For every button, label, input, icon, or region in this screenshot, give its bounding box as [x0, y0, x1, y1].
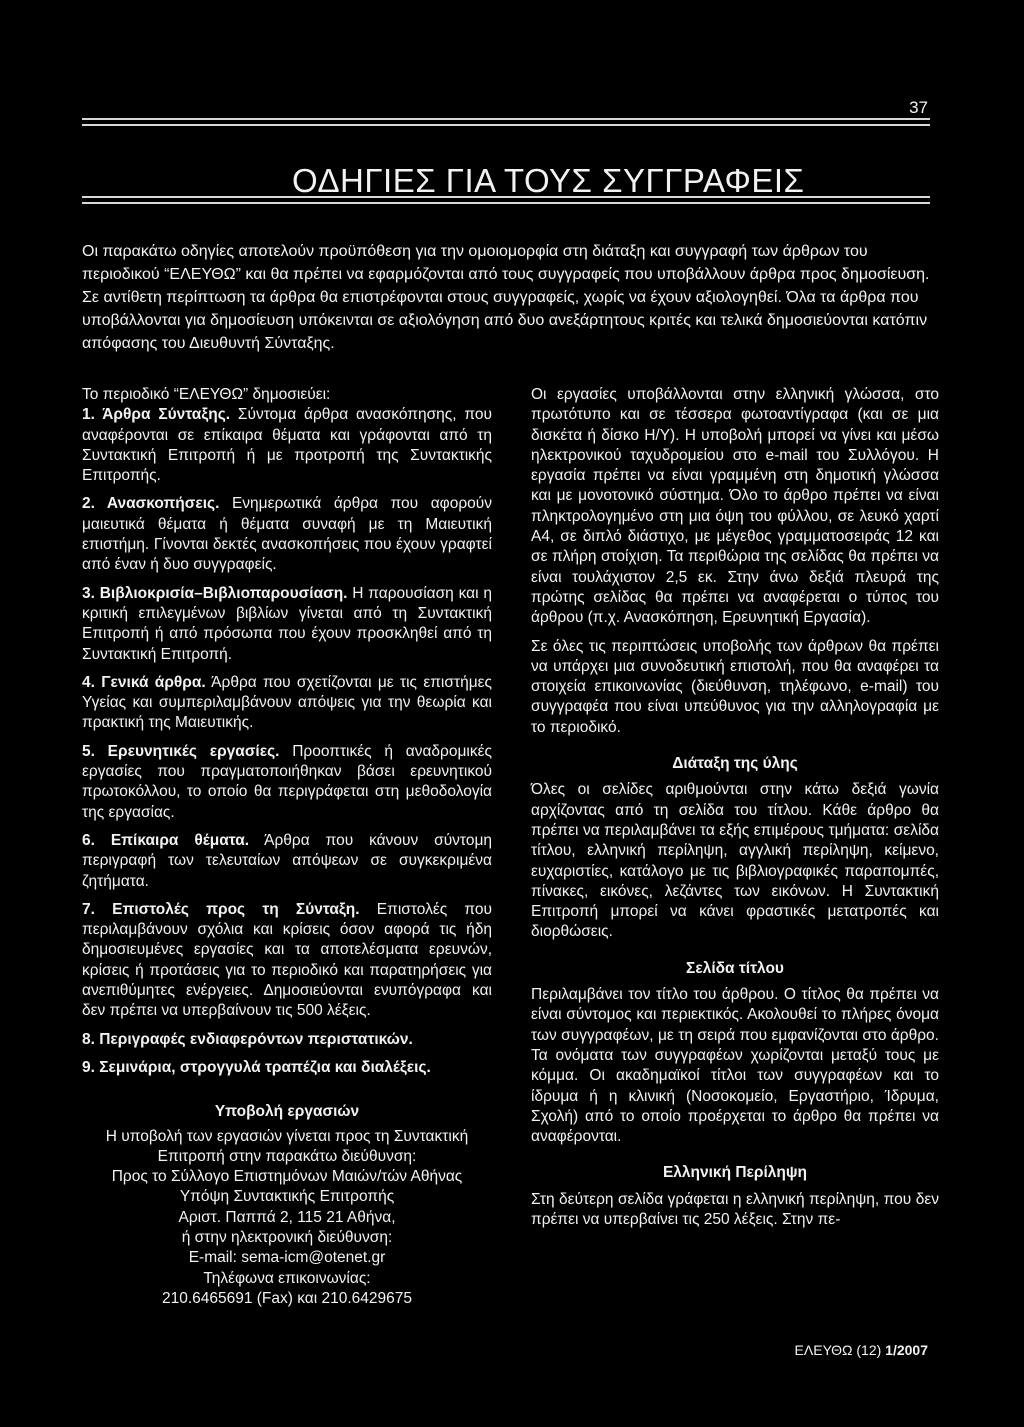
left-lead: Το περιοδικό “ΕΛΕΥΘΩ” δημοσιεύει: — [82, 386, 331, 403]
section-heading-layout: Διάταξη της ύλης — [672, 755, 798, 773]
paragraph-title-page: Περιλαμβάνει τον τίτλο του άρθρου. Ο τίτλος θα πρέπει να είναι σύντομος και περιεκτικός. Ακολουθεί το πλήρες όνομα των συγγραφέων, με τη σειρά που εμφανίζονται στο άρθρο. Τα ονόματα των συγγραφέων χωρίζονται μεταξύ τους με κόμμα. Οι ακαδημαϊκοί τίτλοι των συγγραφέων και το ίδρυμα ή η κλινική (Νοσοκομείο, Εργαστήριο, Ίδρυμα, Σχολή) από το οποίο προέρχεται το άρθρο θα πρέπει να αναφέρονται. — [531, 986, 939, 1146]
intro-paragraph: Οι παρακάτω οδηγίες αποτελούν προϋπόθεση για την ομοιομορφία στη διάταξη και συγγραφή των άρθρων του περιοδικού “ΕΛΕΥΘΩ” και θα πρέπει να εφαρμόζονται από τους συγγραφείς που υποβάλλουν άρθρα προς δημοσίευση. Σε αντίθετη περίπτωση τα άρθρα θα επιστρέφονται στους συγγραφείς, χωρίς να έχουν αξιολογηθεί. Όλα τα άρθρα που υποβάλλονται για δημοσίευση υπόκεινται σε αξιολόγηση από δυο ανεξάρτητους κριτές και τελικά δημοσιεύονται κατόπιν απόφασης του Διευθυντή Σύνταξης. — [82, 243, 930, 352]
item-heading: 8. Περιγραφές ενδιαφερόντων περιστατικών. — [82, 1030, 413, 1048]
submission-heading: Υποβολή εργασιών — [214, 1103, 360, 1121]
paragraph-greek-abstract: Στη δεύτερη σελίδα γράφεται η ελληνική περίληψη, που δεν πρέπει να υπερβαίνει τις 250 λέξεις. Στην πε- — [531, 1190, 939, 1228]
paragraph-cover-letter: Σε όλες τις περιπτώσεις υποβολής των άρθρων θα πρέπει να υπάρχει μια συνοδευτική επιστολή, που θα αναφέρει τα στοιχεία επικοινωνίας (διεύθυνση, τηλέφωνο, e-mail) του συγγραφέα που είναι υπεύθυνος για την αλληλογραφία με το περιοδικό. — [531, 637, 939, 736]
item-heading: 2. Ανασκοπήσεις. — [82, 495, 220, 513]
item-heading: 7. Επιστολές προς τη Σύνταξη. — [82, 900, 360, 918]
list-item — [82, 584, 492, 665]
item-text: Σύντομα άρθρα ανασκόπησης, που αναφέρονται σε επίκαιρα θέματα και γράφονται από τη Συντακτική Επιτροπή ή με προτροπή της Συντακτικής Επιτροπής. — [82, 406, 492, 485]
item-heading: 5. Ερευνητικές εργασίες. — [82, 742, 280, 760]
submission-line: Η υποβολή των εργασιών γίνεται προς τη Συντακτική — [105, 1127, 469, 1145]
item-text: Προοπτικές ή αναδρομικές εργασίες που πραγματοποιήθηκαν βάσει ερευνητικού πρωτοκόλλου, το οποίο θα περιγράφεται στη μεθοδολογία της εργασίας. — [82, 742, 492, 821]
submission-phones: 210.6465691 (Fax) και 210.6429675 — [161, 1289, 413, 1307]
left-column — [82, 385, 492, 1309]
title-rule-2 — [82, 202, 930, 204]
submission-line: Υπόψη Συντακτικής Επιτροπής — [179, 1188, 395, 1206]
submission-line: Επιτροπή στην παρακάτω διεύθυνση: — [157, 1147, 417, 1165]
item-heading: 4. Γενικά άρθρα. — [82, 673, 206, 691]
top-rule-2 — [82, 124, 930, 126]
list-item — [82, 831, 492, 892]
item-text: Άρθρα που κάνουν σύντομη περιγραφή των τελευταίων απόψεων σε συγκεκριμένα ζητήματα. — [82, 831, 492, 890]
list-item — [82, 900, 492, 1022]
item-heading: 1. Άρθρα Σύνταξης. — [82, 406, 231, 424]
list-item — [82, 405, 492, 486]
footer-issue: 1/2007 — [885, 1342, 928, 1358]
list-item — [82, 1030, 492, 1050]
submission-line: Τηλέφωνα επικοινωνίας: — [203, 1269, 371, 1287]
section-heading-greek-abstract: Ελληνική Περίληψη — [662, 1164, 808, 1182]
submission-block — [82, 1102, 492, 1309]
top-rule-1 — [82, 118, 930, 120]
item-heading: 3. Βιβλιοκρισία–Βιβλιοπαρουσίαση. — [82, 584, 348, 602]
list-item — [82, 673, 492, 734]
title-rule-1 — [82, 196, 930, 198]
submission-line: ή στην ηλεκτρονική διεύθυνση: — [181, 1228, 393, 1246]
submission-line: Προς το Σύλλογο Επιστημόνων Μαιών/τών Αθήνας — [111, 1168, 463, 1186]
submission-line: Αριστ. Παππά 2, 115 21 Αθήνα, — [178, 1208, 396, 1226]
item-text: Ενημερωτικά άρθρα που αφορούν μαιευτικά θέματα ή θέματα συναφή με τη Μαιευτική επιστήμη. Γίνονται δεκτές ανασκοπήσεις που έχουν γραφτεί από έναν ή δυο συγγραφείς. — [82, 495, 492, 574]
footer — [795, 1342, 928, 1358]
submission-email: E-mail: sema-icm@otenet.gr — [188, 1249, 386, 1267]
section-heading-title-page: Σελίδα τίτλου — [686, 959, 784, 977]
item-text: Άρθρα που σχετίζονται με τις επιστήμες Υγείας και συμπεριλαμβάνουν απόψεις για την θεωρία και πρακτική της Μαιευτικής. — [82, 673, 492, 732]
list-item — [82, 494, 492, 575]
paragraph-layout: Όλες οι σελίδες αριθμούνται στην κάτω δεξιά γωνία αρχίζοντας από τη σελίδα του τίτλου. Κάθε άρθρο θα πρέπει να περιλαμβάνει τα εξής επιμέρους τμήματα: σελίδα τίτλου, ελληνική περίληψη, αγγλική περίληψη, κείμενο, ευχαριστίες, κατάλογο με τις βιβλιογραφικές παραπομπές, πίνακες, εικόνες, λεζάντες των εικόνων. Η Συντακτική Επιτροπή μπορεί να κάνει φραστικές μετατροπές και διορθώσεις. — [531, 781, 939, 941]
list-item — [82, 742, 492, 823]
item-heading: 6. Επίκαιρα θέματα. — [82, 831, 250, 849]
page-number: 37 — [909, 98, 928, 117]
right-column — [531, 385, 939, 1230]
item-text: Επιστολές που περιλαμβάνουν σχόλια και κρίσεις όσον αφορά τις ήδη δημοσιευμένες εργασίες και τα αποτελέσματα ερευνών, κρίσεις ή προτάσεις για το περιοδικό και παρατηρήσεις για ανεπιθύμητες ενέργειες. Δημοσιεύονται ενυπόγραφα και δεν πρέπει να υπερβαίνουν τις 500 λέξεις. — [82, 900, 492, 1020]
item-text: Η παρουσίαση και η κριτική επιλεγμένων βιβλίων γίνεται από τη Συντακτική Επιτροπή ή από πρόσωπα που έχουν προσκληθεί από τη Συντακτική Επιτροπή. — [82, 584, 493, 663]
list-item — [82, 1058, 492, 1078]
item-heading: 9. Σεμινάρια, στρογγυλά τραπέζια και διαλέξεις. — [82, 1058, 431, 1076]
page-title: ΟΔΗΓΙΕΣ ΓΙΑ ΤΟΥΣ ΣΥΓΓΡΑΦΕΙΣ — [292, 162, 805, 200]
paragraph-submission-format: Οι εργασίες υποβάλλονται στην ελληνική γλώσσα, στο πρωτότυπο και σε τέσσερα φωτοαντίγραφα (και σε μια δισκέτα ή δίσκο Η/Υ). Η υποβολή μπορεί να γίνει και μέσω ηλεκτρονικού ταχυδρομείου στο e-mail του Συλλόγου. Η εργασία πρέπει να είναι γραμμένη στη δημοτική γλώσσα και με μονοτονικό σύστημα. Όλο το άρθρο πρέπει να είναι πληκτρολογημένο στη μια όψη του φύλλου, σε λευκό χαρτί Α4, σε διπλό διάστιχο, με μέγεθος γραμματοσειράς 12 και σε πλήρη στοίχιση. Τα περιθώρια της σελίδας θα πρέπει να είναι τουλάχιστον 2,5 εκ. Στην άνω δεξιά πλευρά της πρώτης σελίδας θα πρέπει να αναφέρεται ο τύπος του άρθρου (π.χ. Ανασκόπηση, Ερευνητική Εργασία). — [531, 386, 939, 627]
footer-journal: ΕΛΕΥΘΩ (12) — [794, 1342, 886, 1358]
